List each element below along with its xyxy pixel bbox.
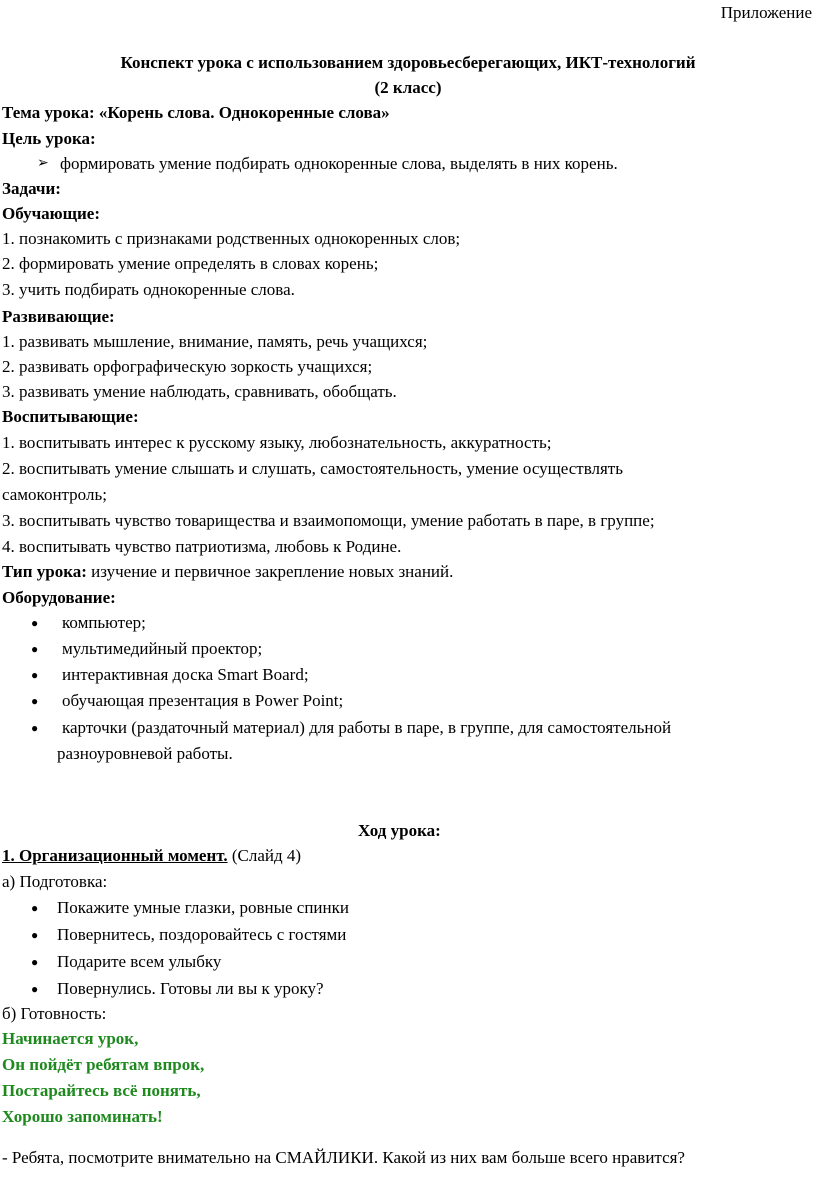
lesson-type-value: изучение и первичное закрепление новых знаний.: [86, 562, 454, 581]
educating-item: 4. воспитывать чувство патриотизма, любовь к Родине.: [2, 537, 402, 556]
smiley-question: - Ребята, посмотрите внимательно на СМАЙЛИКИ. Какой из них вам больше всего нравится?: [2, 1148, 685, 1167]
teaching-item: 1. познакомить с признаками родственных однокоренных слов;: [2, 229, 461, 248]
equipment-heading: Оборудование:: [2, 588, 116, 607]
lesson-topic: Тема урока: «Корень слова. Однокоренные слова»: [2, 103, 390, 122]
prep-item: Подарите всем улыбку: [57, 952, 222, 971]
arrow-bullet-icon: ➢: [37, 156, 49, 171]
equipment-item: карточки (раздаточный материал) для работы в паре, в группе, для самостоятельной: [62, 718, 672, 737]
ready-label: б) Готовность:: [2, 1004, 107, 1023]
lesson-type: [2, 561, 453, 583]
teaching-item: 3. учить подбирать однокоренные слова.: [2, 280, 295, 299]
poem-line: Он пойдёт ребятам впрок,: [2, 1055, 205, 1074]
developing-item: 3. развивать умение наблюдать, сравнивать, обобщать.: [2, 382, 397, 401]
section1-title: 1. Организационный момент.: [2, 846, 228, 865]
prep-label: а) Подготовка:: [2, 872, 108, 891]
document-title-line1: Конспект урока с использованием здоровьесберегающих, ИКТ-технологий: [120, 53, 696, 72]
teaching-item: 2. формировать умение определять в словах корень;: [2, 254, 379, 273]
document-title-line2: (2 класс): [374, 78, 442, 97]
teaching-heading: Обучающие:: [2, 204, 101, 223]
bullet-icon: ●: [31, 982, 39, 996]
poem-line: Постарайтесь всё понять,: [2, 1081, 201, 1100]
bullet-icon: ●: [31, 642, 39, 656]
lesson-type-label: Тип урока:: [2, 562, 87, 581]
tasks-heading: Задачи:: [2, 179, 61, 198]
prep-item: Повернулись. Готовы ли вы к уроку?: [57, 979, 324, 998]
equipment-item: интерактивная доска Smart Board;: [62, 665, 309, 684]
developing-heading: Развивающие:: [2, 307, 115, 326]
equipment-item: компьютер;: [62, 613, 146, 632]
equipment-item-continuation: разноуровневой работы.: [57, 744, 233, 763]
course-heading: Ход урока:: [358, 821, 441, 840]
poem-line: Хорошо запоминать!: [2, 1107, 163, 1126]
bullet-icon: ●: [31, 928, 39, 942]
bullet-icon: ●: [31, 955, 39, 969]
educating-item: 2. воспитывать умение слышать и слушать, самостоятельность, умение осуществлять: [2, 459, 623, 478]
educating-heading: Воспитывающие:: [2, 407, 139, 426]
bullet-icon: ●: [31, 668, 39, 682]
educating-item: самоконтроль;: [2, 485, 107, 504]
appendix-label: Приложение: [720, 3, 812, 22]
poem-line: Начинается урок,: [2, 1029, 139, 1048]
prep-item: Повернитесь, поздоровайтесь с гостями: [57, 925, 347, 944]
educating-item: 1. воспитывать интерес к русскому языку, любознательность, аккуратность;: [2, 433, 552, 452]
educating-item: 3. воспитывать чувство товарищества и взаимопомощи, умение работать в паре, в группе;: [2, 511, 655, 530]
bullet-icon: ●: [31, 616, 39, 630]
goal-heading: Цель урока:: [2, 129, 96, 148]
developing-item: 2. развивать орфографическую зоркость учащихся;: [2, 357, 373, 376]
bullet-icon: ●: [31, 901, 39, 915]
developing-item: 1. развивать мышление, внимание, память, речь учащихся;: [2, 332, 428, 351]
prep-item: Покажите умные глазки, ровные спинки: [57, 898, 349, 917]
equipment-item: обучающая презентация в Power Point;: [62, 691, 344, 710]
equipment-item: мультимедийный проектор;: [62, 639, 263, 658]
bullet-icon: ●: [31, 694, 39, 708]
bullet-icon: ●: [31, 721, 39, 735]
goal-item: формировать умение подбирать однокоренные слова, выделять в них корень.: [60, 154, 618, 173]
section1-heading: [2, 845, 301, 867]
section1-slide: (Слайд 4): [227, 846, 302, 865]
